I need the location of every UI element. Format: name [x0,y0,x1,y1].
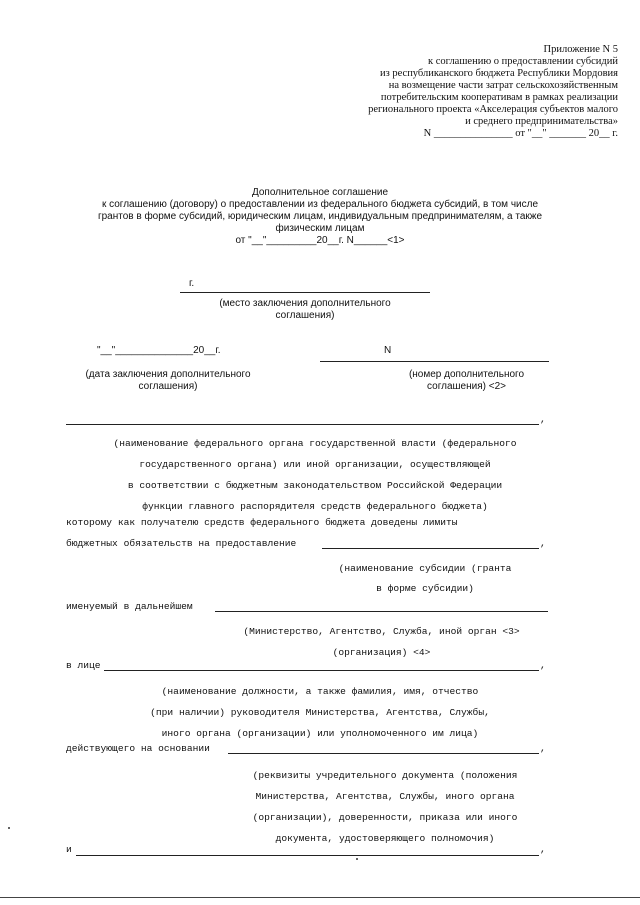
date-caption-line: соглашения) [138,381,198,392]
scan-speck [356,858,358,860]
caption-line: документа, удостоверяющего полномочия) [275,833,495,844]
caption-line: (организации), доверенности, приказа или иного [252,812,518,823]
and-text: и [66,844,72,855]
comma: , [540,743,546,754]
place-caption [180,298,430,322]
number-caption-line: соглашения) <2> [427,381,506,392]
number-field[interactable] [320,361,549,362]
appendix-line: из республиканского бюджета Республики Мордовия [379,68,618,79]
appendix-line: к соглашению о предоставлении субсидий [428,56,618,67]
title-line: к соглашению (договору) о предоставлении из федерального бюджета субсидий, в том числе [101,199,539,210]
budget-text: бюджетных обязательств на предоставление [66,538,297,549]
appendix-line: Приложение N 5 [543,44,618,55]
page-bottom-border [0,897,640,898]
place-g-label: г. [189,278,195,289]
title-line: грантов в форме субсидий, юридическим лицам, индивидуальным предпринимателям, а также [97,211,543,222]
comma: , [540,660,546,671]
subsidy-field[interactable] [322,548,539,549]
caption-line: (реквизиты учредительного документа (положения [252,770,518,781]
caption-line: (наименование федерального органа государственной власти (федерального [113,438,517,449]
caption-line: в форме субсидии) [376,583,474,594]
caption-line: (наименование должности, а также фамилия, имя, отчество [161,686,479,697]
place-caption-line: (место заключения дополнительного [219,298,391,309]
caption-line: (организация) <4> [332,647,431,658]
title-date-number: от "__"_________20__г. N______<1> [235,235,405,246]
caption-line: иного органа (организации) или уполномоченного им лица) [161,728,479,739]
position-caption [100,681,540,744]
appendix-header [368,44,618,140]
organization-caption [60,433,570,517]
second-party-field[interactable] [76,855,539,856]
caption-line: Министерства, Агентства, Службы, иного органа [255,791,515,802]
document-title [40,187,600,247]
organization-field[interactable] [66,424,539,425]
appendix-line: регионального проекта «Акселерация субъектов малого [368,104,618,115]
caption-line: (Министерство, Агентство, Служба, иной орган <3> [243,626,520,637]
title-line: Дополнительное соглашение [251,187,389,198]
recipient-text: которому как получателю средств федерального бюджета доведены лимиты [66,517,458,528]
title-line: физическим лицам [275,223,365,234]
appendix-line: на возмещение части затрат сельскохозяйственным [388,80,618,91]
person-field[interactable] [104,670,539,671]
basis-field[interactable] [228,753,539,754]
number-caption [384,369,549,393]
date-field[interactable]: "__"______________20__г. [97,345,221,356]
caption-line: (при наличии) руководителя Министерства, Агентства, Службы, [150,707,490,718]
basis-caption [220,765,550,849]
appendix-number-date: N _______________ от "__" _______ 20__ г. [423,128,618,139]
comma: , [540,844,546,855]
place-caption-line: соглашения) [275,310,335,321]
number-label: N [384,345,392,356]
place-field[interactable] [180,292,430,293]
person-text: в лице [66,660,101,671]
number-caption-line: (номер дополнительного [408,369,525,380]
comma: , [540,538,546,549]
date-caption [58,369,278,393]
appendix-line: и среднего предпринимательства» [465,116,618,127]
named-text: именуемый в дальнейшем [66,601,193,612]
appendix-line: потребительским кооперативам в рамках реализации [380,92,618,103]
basis-text: действующего на основании [66,743,210,754]
ministry-caption [215,621,548,663]
caption-line: функции главного распорядителя средств федерального бюджета) [142,501,488,512]
comma: , [540,414,546,425]
caption-line: государственного органа) или иной организации, осуществляющей [139,459,491,470]
caption-line: в соответствии с бюджетным законодательством Российской Федерации [127,480,503,491]
caption-line: (наименование субсидии (гранта [338,563,512,574]
named-field[interactable] [215,611,548,612]
date-caption-line: (дата заключения дополнительного [85,369,251,380]
subsidy-caption [310,559,540,599]
scan-speck [8,827,10,829]
